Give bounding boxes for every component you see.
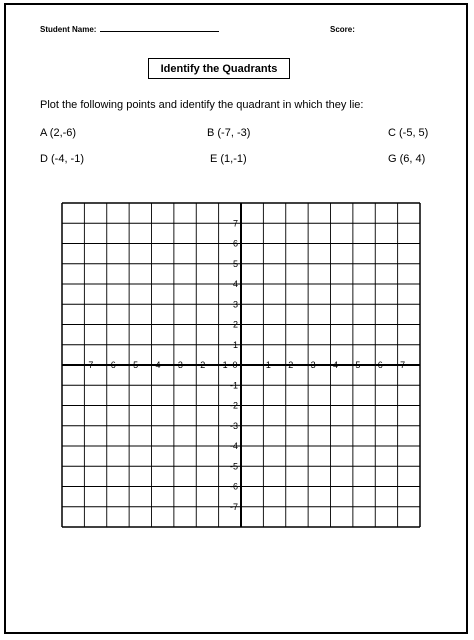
y-tick-label: 4 (232, 279, 238, 289)
x-tick-label: 5 (355, 360, 361, 370)
x-tick-label: -6 (107, 360, 116, 370)
x-tick-label: -5 (130, 360, 139, 370)
y-tick-label: -5 (229, 461, 238, 472)
y-tick-label: 6 (232, 238, 238, 249)
x-tick-label: -2 (197, 360, 206, 370)
x-tick-label: 1 (265, 360, 271, 370)
y-tick-label: -3 (229, 420, 238, 431)
y-tick-label: -7 (229, 501, 238, 512)
y-tick-label: 5 (232, 258, 238, 269)
point-a-label: A (2,-6) (40, 127, 77, 139)
y-tick-label: 2 (232, 319, 238, 330)
x-tick-label: 4 (332, 360, 339, 370)
y-tick-label: -4 (229, 441, 238, 451)
x-tick-label: -1 (219, 360, 228, 370)
y-tick-label: -1 (229, 380, 238, 391)
x-tick-label: 7 (400, 360, 406, 370)
y-tick-label: -6 (229, 481, 238, 492)
y-tick-label: 7 (232, 218, 238, 229)
x-tick-label: 3 (310, 360, 316, 370)
worksheet-title: Identify the Quadrants (148, 58, 290, 79)
point-g-label: G (6, 4) (388, 153, 426, 165)
point-b-label: B (-7, -3) (207, 127, 251, 139)
y-tick-label: 1 (232, 339, 238, 350)
point-e-label: E (1,-1) (210, 153, 247, 165)
x-tick-label: -7 (85, 360, 94, 370)
point-c-label: C (-5, 5) (388, 127, 429, 139)
x-tick-label: 2 (288, 360, 294, 370)
point-d-label: D (-4, -1) (40, 153, 84, 165)
instructions-text: Plot the following points and identify the quadrant in which they lie: (40, 99, 364, 111)
x-tick-label: 0 (232, 360, 238, 370)
x-tick-label: 6 (377, 360, 383, 370)
x-tick-label: -3 (174, 360, 183, 370)
student-name-label: Student Name: (40, 25, 97, 34)
y-tick-label: -2 (229, 400, 238, 411)
x-tick-label: -4 (152, 360, 161, 370)
y-tick-label: 3 (232, 299, 238, 310)
score-label: Score: (330, 25, 355, 34)
